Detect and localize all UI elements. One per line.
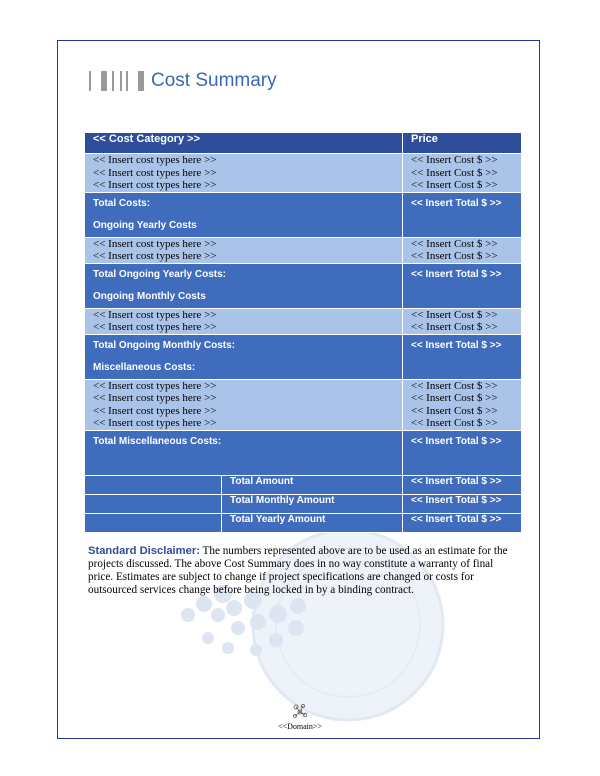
total-row	[85, 192, 522, 237]
summary-label: Total Yearly Amount	[222, 513, 403, 532]
cost-types-cell	[85, 154, 403, 193]
disclaimer-text: The numbers represented above are to be used as an estimate for the projects discussed. The above Cost Summary does in no way constitute a warranty of final price. Estimates are subject to change if project specifications are changed or costs for outsourced services change before being locked in by a binding contract.	[88, 545, 508, 596]
cost-type-item: << Insert cost types here >>	[93, 237, 217, 250]
next-section-label	[93, 453, 394, 475]
cost-items-row	[85, 154, 522, 193]
total-label-cell	[85, 192, 403, 237]
total-value-cell	[403, 192, 522, 237]
molecule-logo-icon	[291, 702, 309, 720]
cost-value-item: << Insert Cost $ >>	[411, 308, 498, 321]
cost-value-item: << Insert Cost $ >>	[411, 379, 498, 392]
summary-spacer	[85, 513, 222, 532]
disclaimer-label: Standard Disclaimer:	[88, 545, 200, 557]
cost-type-item: << Insert cost types here >>	[93, 154, 217, 166]
summary-label: Total Amount	[222, 475, 403, 494]
total-value: << Insert Total $ >>	[411, 339, 502, 351]
cost-type-item: << Insert cost types here >>	[93, 308, 217, 321]
total-row	[85, 430, 522, 475]
cost-types-cell	[85, 237, 403, 263]
cost-type-item: << Insert cost types here >>	[93, 404, 217, 417]
cost-items-row	[85, 237, 522, 263]
price-header: Price	[403, 133, 522, 154]
total-label: Total Costs:	[93, 197, 151, 209]
cost-value-item: << Insert Cost $ >>	[411, 166, 498, 179]
cost-type-item: << Insert cost types here >>	[93, 166, 217, 179]
next-section-label: Miscellaneous Costs:	[93, 361, 196, 373]
total-label-cell	[85, 263, 403, 308]
cost-type-item: << Insert cost types here >>	[93, 379, 217, 392]
total-value: << Insert Total $ >>	[411, 435, 502, 447]
summary-label: Total Monthly Amount	[222, 494, 403, 513]
footer-domain: <<Domain>>	[278, 722, 322, 731]
total-value: << Insert Total $ >>	[411, 268, 502, 280]
summary-spacer	[85, 475, 222, 494]
summary-value: << Insert Total $ >>	[403, 475, 522, 494]
title-bar-decoration	[89, 71, 147, 91]
total-label-cell	[85, 334, 403, 379]
cost-value-item: << Insert Cost $ >>	[411, 392, 498, 404]
next-section-label: Ongoing Yearly Costs	[93, 219, 197, 231]
summary-value: << Insert Total $ >>	[403, 494, 522, 513]
summary-value: << Insert Total $ >>	[403, 513, 522, 532]
cost-value-item: << Insert Cost $ >>	[411, 404, 498, 417]
cost-value-item: << Insert Cost $ >>	[411, 237, 498, 250]
summary-row	[85, 513, 522, 532]
cost-type-item: << Insert cost types here >>	[93, 321, 217, 333]
cost-type-item: << Insert cost types here >>	[93, 392, 217, 404]
total-label: Total Miscellaneous Costs:	[93, 435, 222, 447]
cost-values-cell	[403, 154, 522, 193]
cost-value-item: << Insert Cost $ >>	[411, 250, 498, 262]
cost-summary-table	[84, 132, 522, 533]
cost-types-cell	[85, 379, 403, 430]
cost-items-row	[85, 379, 522, 430]
cost-category-header: << Cost Category >>	[85, 133, 403, 154]
total-label: Total Ongoing Monthly Costs:	[93, 339, 236, 351]
summary-row	[85, 494, 522, 513]
total-value: << Insert Total $ >>	[411, 197, 502, 209]
cost-items-row	[85, 308, 522, 334]
total-value-cell	[403, 334, 522, 379]
cost-type-item: << Insert cost types here >>	[93, 250, 217, 262]
cost-values-cell	[403, 308, 522, 334]
total-value-cell	[403, 430, 522, 475]
cost-type-item: << Insert cost types here >>	[93, 179, 217, 191]
total-row	[85, 334, 522, 379]
summary-spacer	[85, 494, 222, 513]
table-header-row	[85, 133, 522, 154]
cost-value-item: << Insert Cost $ >>	[411, 179, 498, 191]
cost-types-cell	[85, 308, 403, 334]
total-label: Total Ongoing Yearly Costs:	[93, 268, 226, 280]
summary-row	[85, 475, 522, 494]
disclaimer	[88, 545, 518, 597]
total-value-cell	[403, 263, 522, 308]
total-label-cell	[85, 430, 403, 475]
page-title: Cost Summary	[151, 70, 277, 91]
total-row	[85, 263, 522, 308]
cost-values-cell	[403, 379, 522, 430]
cost-type-item: << Insert cost types here >>	[93, 417, 217, 429]
cost-value-item: << Insert Cost $ >>	[411, 321, 498, 333]
cost-value-item: << Insert Cost $ >>	[411, 154, 498, 166]
cost-value-item: << Insert Cost $ >>	[411, 417, 498, 429]
cost-values-cell	[403, 237, 522, 263]
next-section-label: Ongoing Monthly Costs	[93, 290, 206, 302]
